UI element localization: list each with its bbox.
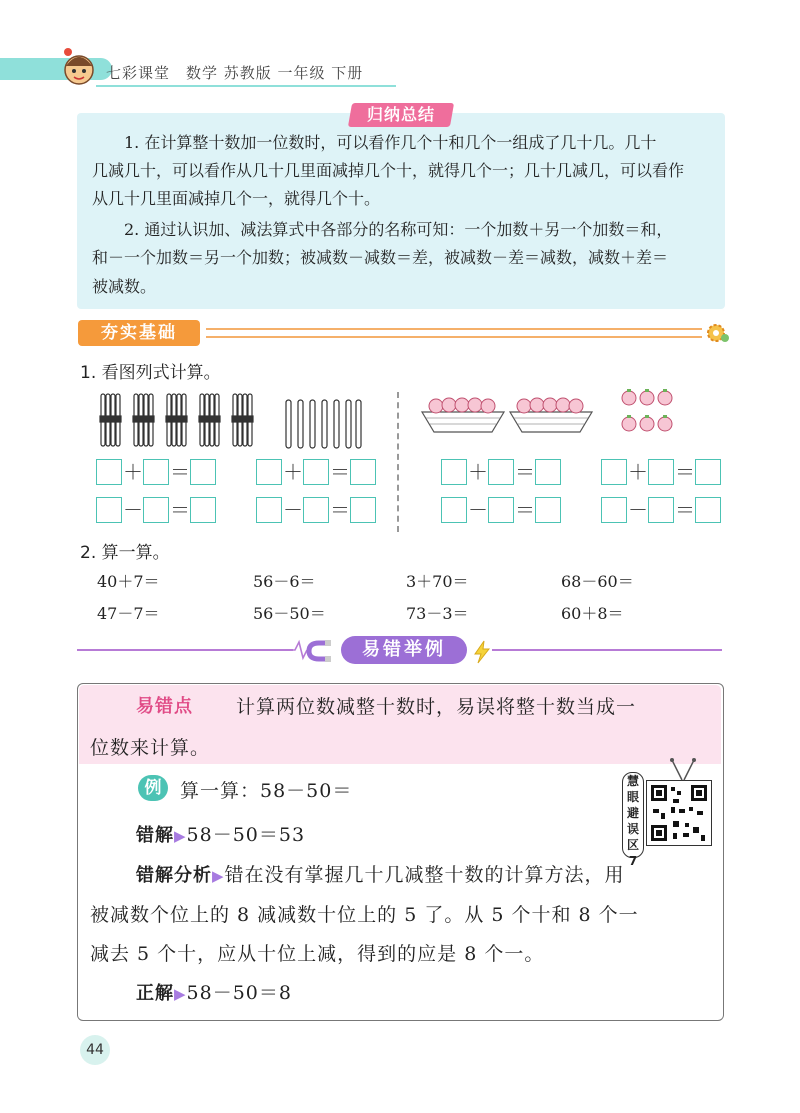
summary-line: 几减几十，可以看作从几十几里面减掉几个十，就得几个一；几十几减几，可以看作 <box>92 161 685 180</box>
bundles-of-ten-sticks-icon <box>98 390 260 450</box>
triangle-icon: ▶ <box>212 867 225 885</box>
answer-box[interactable] <box>648 459 674 485</box>
page-number: 44 <box>80 1035 110 1065</box>
answer-box[interactable] <box>350 459 376 485</box>
summary-tab: 归纳总结 <box>366 105 435 124</box>
answer-box[interactable] <box>190 459 216 485</box>
summary-line: 和－一个加数＝另一个加数；被减数－减数＝差，被减数－差＝减数，减数＋差＝ <box>92 248 669 267</box>
answer-box[interactable] <box>350 497 376 523</box>
header-underline <box>96 85 396 87</box>
analysis-row <box>136 860 625 887</box>
correct-answer-text: 58－50＝8 <box>186 982 292 1004</box>
answer-box[interactable] <box>303 459 329 485</box>
calc-item: 73－3＝ <box>406 604 469 623</box>
magnet-icon <box>285 638 337 664</box>
single-sticks-icon <box>284 398 362 450</box>
example-badge: 例 <box>138 775 168 801</box>
lightning-icon <box>472 640 492 664</box>
answer-box[interactable] <box>143 459 169 485</box>
answer-box[interactable] <box>695 459 721 485</box>
answer-box[interactable] <box>256 497 282 523</box>
wrong-answer-row <box>136 820 305 847</box>
equals-sign: ＝ <box>675 460 695 484</box>
gear-icon <box>704 320 730 346</box>
equals-sign: ＝ <box>675 498 695 522</box>
calc-item: 40＋7＝ <box>97 572 160 591</box>
calc-item: 68－60＝ <box>561 572 634 591</box>
calc-item: 3＋70＝ <box>406 572 469 591</box>
equals-sign: ＝ <box>330 460 350 484</box>
answer-box[interactable] <box>695 497 721 523</box>
equals-sign: ＝ <box>515 460 535 484</box>
answer-box[interactable] <box>601 459 627 485</box>
summary-line: 1. 在计算整十数加一位数时，可以看作几个十和几个一组成了几十几。几十 <box>92 133 657 152</box>
summary-line: 从几十几里面减掉几个一，就得几个十。 <box>92 189 381 208</box>
dashed-divider <box>397 392 399 532</box>
answer-box[interactable] <box>488 459 514 485</box>
error-point-label <box>136 692 193 718</box>
equals-sign: ＝ <box>170 498 190 522</box>
plus-sign: ＋ <box>123 460 143 484</box>
wrong-answer-label: 错解 <box>136 825 174 846</box>
equals-sign: ＝ <box>330 498 350 522</box>
answer-box[interactable] <box>143 497 169 523</box>
plus-sign: ＋ <box>628 460 648 484</box>
plus-sign: ＋ <box>468 460 488 484</box>
question-1-title: 1. 看图列式计算。 <box>80 363 221 383</box>
answer-box[interactable] <box>488 497 514 523</box>
qr-side-label: 慧眼避误区7 <box>622 772 644 858</box>
answer-box[interactable] <box>535 459 561 485</box>
error-point-text: 计算两位数减整十数时，易误将整十数当成一 <box>236 696 637 718</box>
minus-sign: － <box>123 498 143 522</box>
analysis-label: 错解分析 <box>136 865 212 886</box>
answer-box[interactable] <box>190 497 216 523</box>
single-peaches-icon <box>620 388 674 436</box>
equals-sign: ＝ <box>515 498 535 522</box>
answer-box[interactable] <box>535 497 561 523</box>
error-tab: 易错举例 <box>362 639 446 660</box>
minus-sign: － <box>628 498 648 522</box>
summary-line: 2. 通过认识加、减法算式中各部分的名称可知：一个加数＋另一个加数＝和， <box>92 220 673 239</box>
answer-box[interactable] <box>256 459 282 485</box>
section-divider <box>206 328 702 338</box>
wrong-answer-text: 58－50＝53 <box>186 824 306 846</box>
triangle-icon: ▶ <box>174 985 187 1003</box>
correct-answer-label: 正解 <box>136 983 174 1004</box>
answer-box[interactable] <box>648 497 674 523</box>
analysis-text: 错在没有掌握几十几减整十数的计算方法，用 <box>224 864 625 886</box>
section-tab: 夯实基础 <box>101 323 177 343</box>
analysis-text-3: 减去 5 个十，应从十位上减，得到的应是 8 个一。 <box>90 943 545 965</box>
answer-box[interactable] <box>441 459 467 485</box>
error-divider-left <box>77 649 293 651</box>
answer-box[interactable] <box>96 497 122 523</box>
summary-line: 被减数。 <box>92 277 157 296</box>
error-point-title: 易错点 <box>136 696 193 717</box>
calc-item: 56－6＝ <box>253 572 316 591</box>
minus-sign: － <box>283 498 303 522</box>
qr-code-icon[interactable] <box>646 780 712 846</box>
triangle-icon: ▶ <box>174 827 187 845</box>
antenna-icon <box>668 758 698 782</box>
question-2-title: 2. 算一算。 <box>80 543 170 563</box>
correct-answer-row <box>136 978 292 1005</box>
error-point-text-2: 位数来计算。 <box>90 737 211 759</box>
minus-sign: － <box>468 498 488 522</box>
calc-item: 47－7＝ <box>97 604 160 623</box>
plus-sign: ＋ <box>283 460 303 484</box>
answer-box[interactable] <box>96 459 122 485</box>
calc-item: 56－50＝ <box>253 604 326 623</box>
answer-box[interactable] <box>441 497 467 523</box>
header-title: 七彩课堂 数学 苏教版 一年级 下册 <box>106 64 364 82</box>
mascot-icon <box>56 44 102 90</box>
answer-box[interactable] <box>303 497 329 523</box>
error-divider-right <box>492 649 722 651</box>
calc-item: 60＋8＝ <box>561 604 624 623</box>
equals-sign: ＝ <box>170 460 190 484</box>
analysis-text-2: 被减数个位上的 8 减减数十位上的 5 了。从 5 个十和 8 个一 <box>90 904 639 926</box>
answer-box[interactable] <box>601 497 627 523</box>
example-text: 算一算：58－50＝ <box>180 780 353 802</box>
peach-baskets-icon <box>420 392 596 434</box>
